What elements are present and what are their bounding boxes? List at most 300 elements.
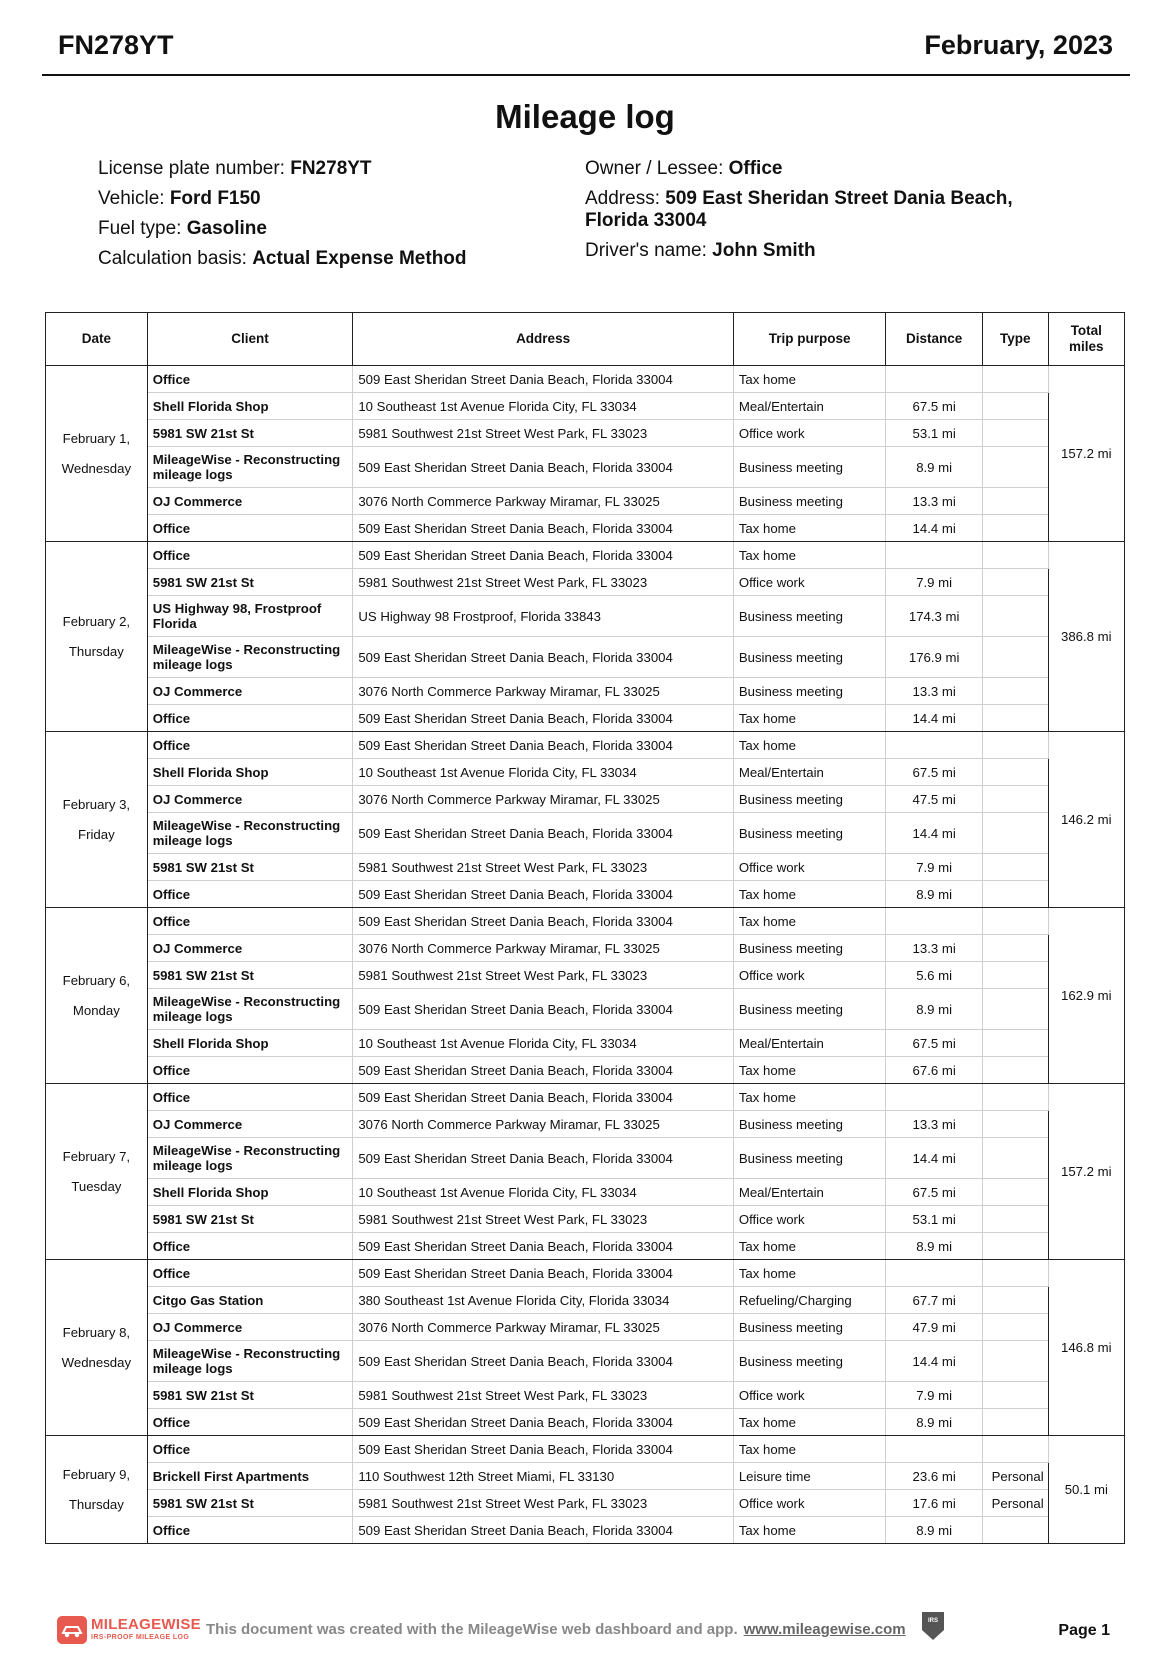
client-cell: Brickell First Apartments [147, 1463, 353, 1490]
document-footer [0, 1610, 1170, 1650]
type-cell [982, 1057, 1048, 1084]
table-row [46, 637, 1125, 678]
table-row [46, 1341, 1125, 1382]
client-cell: Office [147, 1260, 353, 1287]
table-header-row [46, 313, 1125, 366]
purpose-cell: Office work [733, 1382, 886, 1409]
type-cell [982, 1341, 1048, 1382]
info-row [98, 158, 558, 180]
client-cell: Office [147, 908, 353, 935]
address-cell: 3076 North Commerce Parkway Miramar, FL 33025 [353, 678, 733, 705]
table-row [46, 1436, 1125, 1463]
info-label: Owner / Lessee: [585, 158, 724, 179]
irs-shield-icon [920, 1610, 946, 1642]
purpose-cell: Office work [733, 420, 886, 447]
purpose-cell: Business meeting [733, 678, 886, 705]
client-cell: OJ Commerce [147, 678, 353, 705]
footer-note-text: This document was created with the MileageWise web dashboard and app. [206, 1621, 738, 1638]
table-row [46, 881, 1125, 908]
distance-cell: 176.9 mi [886, 637, 982, 678]
header-plate: FN278YT [58, 30, 174, 60]
distance-cell: 8.9 mi [886, 989, 982, 1030]
distance-cell: 14.4 mi [886, 1138, 982, 1179]
purpose-cell: Tax home [733, 1517, 886, 1544]
type-cell [982, 813, 1048, 854]
table-row [46, 732, 1125, 759]
info-value: FN278YT [290, 158, 372, 179]
client-cell: Office [147, 1233, 353, 1260]
type-cell [982, 908, 1048, 935]
owner-info [585, 158, 1075, 270]
page-title: Mileage log [495, 98, 675, 135]
table-row [46, 908, 1125, 935]
col-header-date: Date [46, 313, 148, 366]
info-value: 509 East Sheridan Street Dania Beach, Florida 33004 [585, 188, 1013, 231]
table-row [46, 1138, 1125, 1179]
table-row [46, 759, 1125, 786]
distance-cell: 14.4 mi [886, 705, 982, 732]
address-cell: US Highway 98 Frostproof, Florida 33843 [353, 596, 733, 637]
type-cell [982, 637, 1048, 678]
address-cell: 509 East Sheridan Street Dania Beach, Florida 33004 [353, 1436, 733, 1463]
table-row [46, 596, 1125, 637]
date-label: February 2, [62, 613, 131, 629]
distance-cell: 7.9 mi [886, 569, 982, 596]
type-cell [982, 393, 1048, 420]
client-cell: Shell Florida Shop [147, 1030, 353, 1057]
info-row [98, 248, 558, 270]
vehicle-info [98, 158, 558, 278]
client-cell: OJ Commerce [147, 935, 353, 962]
table-row [46, 962, 1125, 989]
address-cell: 110 Southwest 12th Street Miami, FL 33130 [353, 1463, 733, 1490]
date-cell [46, 366, 148, 542]
purpose-cell: Office work [733, 1206, 886, 1233]
type-cell [982, 1233, 1048, 1260]
address-cell: 10 Southeast 1st Avenue Florida City, FL 33034 [353, 393, 733, 420]
address-cell: 10 Southeast 1st Avenue Florida City, FL 33034 [353, 1179, 733, 1206]
table-row [46, 854, 1125, 881]
table-row [46, 1260, 1125, 1287]
type-cell [982, 881, 1048, 908]
address-cell: 5981 Southwest 21st Street West Park, FL 33023 [353, 1382, 733, 1409]
col-header-address: Address [353, 313, 733, 366]
purpose-cell: Meal/Entertain [733, 759, 886, 786]
distance-cell: 7.9 mi [886, 1382, 982, 1409]
document-header [42, 20, 1130, 76]
distance-cell: 53.1 mi [886, 1206, 982, 1233]
distance-cell: 8.9 mi [886, 447, 982, 488]
weekday-label: Wednesday [61, 1354, 132, 1370]
table-row [46, 542, 1125, 569]
total-miles-cell: 386.8 mi [1048, 542, 1124, 732]
type-cell [982, 1287, 1048, 1314]
purpose-cell: Tax home [733, 366, 886, 393]
table-row [46, 1057, 1125, 1084]
total-miles-cell: 157.2 mi [1048, 366, 1124, 542]
type-cell [982, 1314, 1048, 1341]
date-cell [46, 542, 148, 732]
distance-cell: 47.5 mi [886, 786, 982, 813]
table-row [46, 1490, 1125, 1517]
info-row [98, 218, 558, 240]
type-cell [982, 678, 1048, 705]
purpose-cell: Business meeting [733, 935, 886, 962]
col-header-purpose: Trip purpose [733, 313, 886, 366]
distance-cell: 67.5 mi [886, 393, 982, 420]
purpose-cell: Tax home [733, 1233, 886, 1260]
purpose-cell: Meal/Entertain [733, 1030, 886, 1057]
purpose-cell: Tax home [733, 1409, 886, 1436]
info-label: Driver's name: [585, 240, 707, 261]
table-row [46, 569, 1125, 596]
type-cell [982, 366, 1048, 393]
type-cell [982, 1260, 1048, 1287]
client-cell: 5981 SW 21st St [147, 854, 353, 881]
type-cell: Personal [982, 1490, 1048, 1517]
date-label: February 8, [62, 1324, 131, 1340]
type-cell [982, 1206, 1048, 1233]
col-header-distance: Distance [886, 313, 982, 366]
info-label: Fuel type: [98, 218, 182, 239]
type-cell [982, 705, 1048, 732]
weekday-label: Monday [72, 1002, 120, 1018]
type-cell [982, 1111, 1048, 1138]
client-cell: MileageWise - Reconstructing mileage logs [147, 637, 353, 678]
purpose-cell: Business meeting [733, 488, 886, 515]
client-cell: Office [147, 881, 353, 908]
client-cell: Office [147, 1084, 353, 1111]
type-cell [982, 989, 1048, 1030]
address-cell: 509 East Sheridan Street Dania Beach, Florida 33004 [353, 515, 733, 542]
type-cell [982, 1030, 1048, 1057]
col-header-client: Client [147, 313, 353, 366]
distance-cell: 47.9 mi [886, 1314, 982, 1341]
distance-cell: 5.6 mi [886, 962, 982, 989]
type-cell [982, 1409, 1048, 1436]
client-cell: MileageWise - Reconstructing mileage logs [147, 1138, 353, 1179]
client-cell: OJ Commerce [147, 786, 353, 813]
info-value: Gasoline [186, 218, 267, 239]
distance-cell: 13.3 mi [886, 488, 982, 515]
distance-cell: 8.9 mi [886, 1233, 982, 1260]
client-cell: Shell Florida Shop [147, 1179, 353, 1206]
table-row [46, 1409, 1125, 1436]
distance-cell: 13.3 mi [886, 935, 982, 962]
purpose-cell: Business meeting [733, 989, 886, 1030]
address-cell: 3076 North Commerce Parkway Miramar, FL 33025 [353, 786, 733, 813]
client-cell: 5981 SW 21st St [147, 569, 353, 596]
address-cell: 509 East Sheridan Street Dania Beach, Florida 33004 [353, 732, 733, 759]
address-cell: 3076 North Commerce Parkway Miramar, FL 33025 [353, 1314, 733, 1341]
address-cell: 509 East Sheridan Street Dania Beach, Florida 33004 [353, 542, 733, 569]
distance-cell: 13.3 mi [886, 678, 982, 705]
distance-cell: 7.9 mi [886, 854, 982, 881]
info-label: Address: [585, 188, 660, 209]
mileagewise-logo[interactable] [57, 1612, 201, 1648]
purpose-cell: Business meeting [733, 1138, 886, 1179]
type-cell [982, 935, 1048, 962]
info-label: License plate number: [98, 158, 285, 179]
purpose-cell: Tax home [733, 1057, 886, 1084]
purpose-cell: Business meeting [733, 1314, 886, 1341]
address-cell: 5981 Southwest 21st Street West Park, FL 33023 [353, 854, 733, 881]
type-cell: Personal [982, 1463, 1048, 1490]
address-cell: 5981 Southwest 21st Street West Park, FL 33023 [353, 1490, 733, 1517]
purpose-cell: Leisure time [733, 1463, 886, 1490]
client-cell: Shell Florida Shop [147, 759, 353, 786]
purpose-cell: Tax home [733, 515, 886, 542]
brand-name: MILEAGEWISE [91, 1616, 201, 1633]
weekday-label: Tuesday [71, 1178, 122, 1194]
date-label: February 6, [62, 972, 131, 988]
distance-cell: 13.3 mi [886, 1111, 982, 1138]
date-label: February 3, [62, 796, 131, 812]
client-cell: Office [147, 1057, 353, 1084]
client-cell: Office [147, 732, 353, 759]
distance-cell [886, 366, 982, 393]
type-cell [982, 542, 1048, 569]
client-cell: 5981 SW 21st St [147, 1382, 353, 1409]
purpose-cell: Business meeting [733, 1111, 886, 1138]
table-row [46, 515, 1125, 542]
address-cell: 5981 Southwest 21st Street West Park, FL 33023 [353, 569, 733, 596]
distance-cell: 17.6 mi [886, 1490, 982, 1517]
client-cell: MileageWise - Reconstructing mileage logs [147, 989, 353, 1030]
address-cell: 509 East Sheridan Street Dania Beach, Florida 33004 [353, 366, 733, 393]
distance-cell: 174.3 mi [886, 596, 982, 637]
date-label: February 9, [62, 1466, 131, 1482]
table-row [46, 786, 1125, 813]
address-cell: 509 East Sheridan Street Dania Beach, Florida 33004 [353, 1409, 733, 1436]
distance-cell: 67.6 mi [886, 1057, 982, 1084]
distance-cell: 53.1 mi [886, 420, 982, 447]
table-row [46, 1382, 1125, 1409]
weekday-label: Wednesday [61, 460, 132, 476]
table-row [46, 1287, 1125, 1314]
purpose-cell: Tax home [733, 1084, 886, 1111]
client-cell: 5981 SW 21st St [147, 1206, 353, 1233]
purpose-cell: Tax home [733, 732, 886, 759]
date-label: February 1, [62, 430, 131, 446]
type-cell [982, 962, 1048, 989]
purpose-cell: Business meeting [733, 813, 886, 854]
info-label: Vehicle: [98, 188, 165, 209]
address-cell: 509 East Sheridan Street Dania Beach, Florida 33004 [353, 1138, 733, 1179]
table-row [46, 1463, 1125, 1490]
client-cell: MileageWise - Reconstructing mileage logs [147, 813, 353, 854]
date-cell [46, 1084, 148, 1260]
client-cell: Shell Florida Shop [147, 393, 353, 420]
address-cell: 3076 North Commerce Parkway Miramar, FL 33025 [353, 1111, 733, 1138]
table-row [46, 420, 1125, 447]
address-cell: 509 East Sheridan Street Dania Beach, Florida 33004 [353, 637, 733, 678]
type-cell [982, 447, 1048, 488]
table-row [46, 447, 1125, 488]
purpose-cell: Business meeting [733, 637, 886, 678]
address-cell: 380 Southeast 1st Avenue Florida City, Florida 33034 [353, 1287, 733, 1314]
distance-cell: 67.5 mi [886, 759, 982, 786]
type-cell [982, 1084, 1048, 1111]
info-label: Calculation basis: [98, 248, 247, 269]
client-cell: Office [147, 542, 353, 569]
type-cell [982, 786, 1048, 813]
page-number: Page 1 [1058, 1622, 1110, 1639]
purpose-cell: Office work [733, 1490, 886, 1517]
distance-cell: 67.5 mi [886, 1179, 982, 1206]
weekday-label: Friday [78, 826, 115, 842]
address-cell: 509 East Sheridan Street Dania Beach, Florida 33004 [353, 1260, 733, 1287]
client-cell: Office [147, 1436, 353, 1463]
distance-cell [886, 908, 982, 935]
table-row [46, 1233, 1125, 1260]
table-row [46, 1111, 1125, 1138]
header-month: February, 2023 [924, 30, 1113, 60]
purpose-cell: Tax home [733, 908, 886, 935]
address-cell: 509 East Sheridan Street Dania Beach, Florida 33004 [353, 447, 733, 488]
distance-cell [886, 1084, 982, 1111]
client-cell: OJ Commerce [147, 1314, 353, 1341]
type-cell [982, 420, 1048, 447]
table-row [46, 1206, 1125, 1233]
address-cell: 509 East Sheridan Street Dania Beach, Florida 33004 [353, 813, 733, 854]
distance-cell: 23.6 mi [886, 1463, 982, 1490]
info-value: Ford F150 [169, 188, 261, 209]
type-cell [982, 1436, 1048, 1463]
type-cell [982, 488, 1048, 515]
client-cell: Citgo Gas Station [147, 1287, 353, 1314]
address-cell: 509 East Sheridan Street Dania Beach, Florida 33004 [353, 705, 733, 732]
type-cell [982, 854, 1048, 881]
total-miles-cell: 162.9 mi [1048, 908, 1124, 1084]
weekday-label: Thursday [68, 643, 124, 659]
date-label: February 7, [62, 1148, 131, 1164]
address-cell: 5981 Southwest 21st Street West Park, FL 33023 [353, 420, 733, 447]
address-cell: 509 East Sheridan Street Dania Beach, Florida 33004 [353, 908, 733, 935]
distance-cell: 8.9 mi [886, 1409, 982, 1436]
client-cell: Office [147, 366, 353, 393]
client-cell: OJ Commerce [147, 1111, 353, 1138]
svg-text:IRS: IRS [927, 1618, 939, 1624]
total-miles-cell: 50.1 mi [1048, 1436, 1124, 1544]
purpose-cell: Tax home [733, 542, 886, 569]
distance-cell: 67.5 mi [886, 1030, 982, 1057]
info-row [98, 188, 558, 210]
client-cell: 5981 SW 21st St [147, 962, 353, 989]
distance-cell: 14.4 mi [886, 1341, 982, 1382]
type-cell [982, 1179, 1048, 1206]
address-cell: 5981 Southwest 21st Street West Park, FL 33023 [353, 962, 733, 989]
purpose-cell: Refueling/Charging [733, 1287, 886, 1314]
type-cell [982, 569, 1048, 596]
table-row [46, 1030, 1125, 1057]
date-cell [46, 908, 148, 1084]
total-miles-cell: 157.2 mi [1048, 1084, 1124, 1260]
website-link[interactable]: www.mileagewise.com [743, 1621, 906, 1638]
client-cell: Office [147, 515, 353, 542]
distance-cell: 67.7 mi [886, 1287, 982, 1314]
type-cell [982, 759, 1048, 786]
distance-cell: 8.9 mi [886, 881, 982, 908]
client-cell: OJ Commerce [147, 488, 353, 515]
info-row [585, 240, 1075, 262]
info-row [585, 188, 1075, 232]
weekday-label: Thursday [68, 1496, 124, 1512]
table-row [46, 705, 1125, 732]
col-header-total: Total miles [1048, 313, 1124, 366]
distance-cell [886, 1436, 982, 1463]
purpose-cell: Business meeting [733, 1341, 886, 1382]
purpose-cell: Office work [733, 569, 886, 596]
distance-cell: 8.9 mi [886, 1517, 982, 1544]
table-row [46, 488, 1125, 515]
table-row [46, 366, 1125, 393]
address-cell: 509 East Sheridan Street Dania Beach, Florida 33004 [353, 1233, 733, 1260]
purpose-cell: Tax home [733, 1436, 886, 1463]
purpose-cell: Office work [733, 962, 886, 989]
purpose-cell: Office work [733, 854, 886, 881]
distance-cell [886, 542, 982, 569]
address-cell: 509 East Sheridan Street Dania Beach, Florida 33004 [353, 881, 733, 908]
mileage-table [45, 312, 1125, 1544]
table-row [46, 1084, 1125, 1111]
address-cell: 509 East Sheridan Street Dania Beach, Florida 33004 [353, 1341, 733, 1382]
purpose-cell: Meal/Entertain [733, 393, 886, 420]
table-row [46, 393, 1125, 420]
purpose-cell: Meal/Entertain [733, 1179, 886, 1206]
distance-cell: 14.4 mi [886, 813, 982, 854]
address-cell: 5981 Southwest 21st Street West Park, FL 33023 [353, 1206, 733, 1233]
type-cell [982, 732, 1048, 759]
distance-cell [886, 732, 982, 759]
table-row [46, 813, 1125, 854]
address-cell: 10 Southeast 1st Avenue Florida City, FL 33034 [353, 1030, 733, 1057]
date-cell [46, 732, 148, 908]
brand-tagline: IRS-PROOF MILEAGE LOG [91, 1634, 190, 1641]
client-cell: Office [147, 1409, 353, 1436]
distance-cell: 14.4 mi [886, 515, 982, 542]
address-cell: 3076 North Commerce Parkway Miramar, FL 33025 [353, 935, 733, 962]
client-cell: Office [147, 1517, 353, 1544]
distance-cell [886, 1260, 982, 1287]
table-row [46, 1179, 1125, 1206]
type-cell [982, 1517, 1048, 1544]
address-cell: 509 East Sheridan Street Dania Beach, Florida 33004 [353, 1057, 733, 1084]
client-cell: US Highway 98, Frostproof Florida [147, 596, 353, 637]
type-cell [982, 596, 1048, 637]
car-logo-icon [57, 1616, 87, 1644]
purpose-cell: Tax home [733, 705, 886, 732]
date-cell [46, 1436, 148, 1544]
client-cell: 5981 SW 21st St [147, 420, 353, 447]
address-cell: 509 East Sheridan Street Dania Beach, Florida 33004 [353, 989, 733, 1030]
info-value: John Smith [712, 240, 816, 261]
client-cell: MileageWise - Reconstructing mileage logs [147, 1341, 353, 1382]
info-row [585, 158, 1075, 180]
address-cell: 3076 North Commerce Parkway Miramar, FL 33025 [353, 488, 733, 515]
purpose-cell: Tax home [733, 881, 886, 908]
address-cell: 509 East Sheridan Street Dania Beach, Florida 33004 [353, 1517, 733, 1544]
info-value: Actual Expense Method [252, 248, 467, 269]
table-row [46, 1314, 1125, 1341]
type-cell [982, 1382, 1048, 1409]
date-cell [46, 1260, 148, 1436]
type-cell [982, 515, 1048, 542]
type-cell [982, 1138, 1048, 1179]
table-row [46, 1517, 1125, 1544]
purpose-cell: Business meeting [733, 447, 886, 488]
table-row [46, 678, 1125, 705]
